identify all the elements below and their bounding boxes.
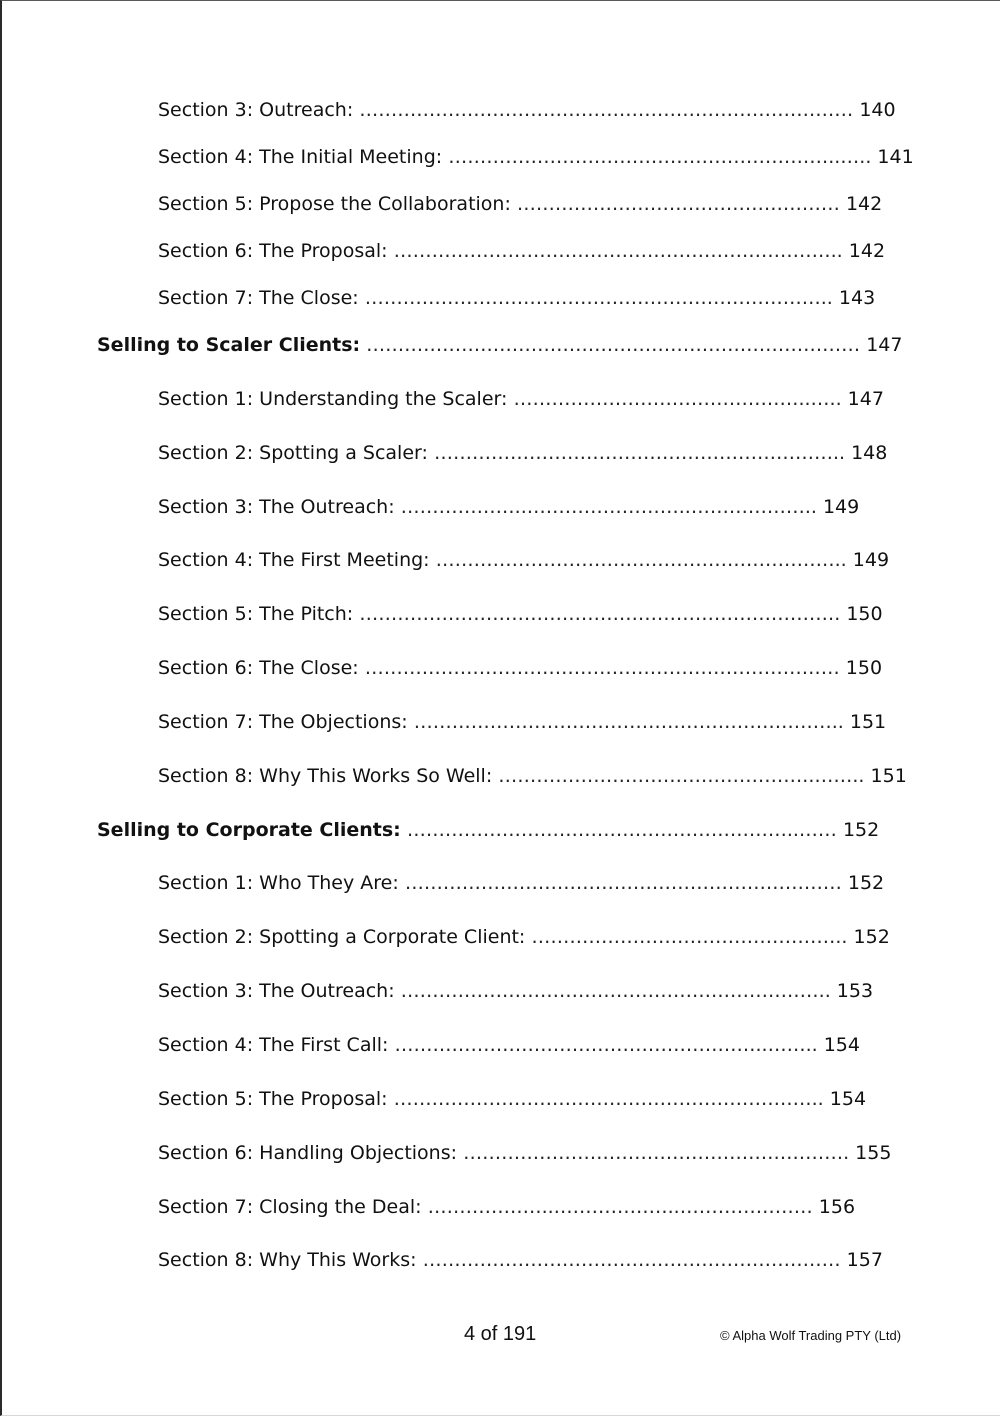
toc-entry-label: Section 4: The First Call: — [158, 1034, 389, 1056]
toc-entry[interactable] — [158, 548, 889, 572]
toc-page-number: 152 — [847, 872, 885, 894]
toc-entry-label: Section 2: Spotting a Scaler: — [158, 442, 428, 464]
toc-entry-label: Section 7: Closing the Deal: — [158, 1196, 422, 1218]
toc-entry[interactable] — [158, 710, 886, 734]
toc-leader-dots: ………………………………………………………….. — [413, 711, 844, 733]
toc-leader-dots: ……………………………………………………..…… — [406, 819, 837, 841]
toc-page-number: 142 — [848, 240, 886, 262]
toc-page-number: 147 — [847, 388, 884, 410]
toc-entry-label: Section 7: The Objections: — [158, 711, 408, 733]
page-indicator: 4 of 191 — [464, 1323, 537, 1345]
toc-leader-dots: ………………………………………………………….. — [393, 1088, 824, 1110]
toc-entry-label: Section 3: The Outreach: — [158, 980, 395, 1002]
toc-entry-label: Section 6: The Proposal: — [158, 240, 388, 262]
toc-entry[interactable] — [158, 1087, 866, 1111]
toc-entry[interactable] — [158, 239, 885, 263]
toc-entry[interactable] — [158, 145, 914, 169]
toc-page-number: 156 — [818, 1196, 856, 1218]
toc-leader-dots: …………………………………………………………… — [404, 872, 842, 894]
toc-page-number: 153 — [836, 980, 874, 1002]
toc-leader-dots: ………………………………………………………… — [422, 1249, 841, 1271]
toc-entry[interactable] — [158, 192, 882, 216]
toc-chapter-label: Selling to Scaler Clients: — [97, 334, 361, 356]
toc-entry-label: Section 5: The Proposal: — [158, 1088, 388, 1110]
toc-entry-label: Section 6: The Close: — [158, 657, 359, 679]
toc-page-number: 151 — [849, 711, 887, 733]
toc-entry[interactable] — [158, 441, 887, 465]
toc-page-number: 154 — [823, 1034, 860, 1056]
toc-page-number: 157 — [846, 1249, 883, 1271]
toc-entry-label: Section 4: The Initial Meeting: — [158, 146, 443, 168]
toc-entry-label: Section 1: Understanding the Scaler: — [158, 388, 508, 410]
toc-leader-dots: …………………………………………………………………… — [366, 334, 861, 356]
toc-entry[interactable] — [158, 925, 890, 949]
toc-leader-dots: ………………………………………..….. — [513, 388, 842, 410]
toc-page-number: 147 — [866, 334, 903, 356]
toc-entry-label: Section 4: The First Meeting: — [158, 549, 430, 571]
toc-chapter-entry[interactable] — [97, 333, 902, 357]
toc-entry-label: Section 5: The Pitch: — [158, 603, 354, 625]
toc-chapter-entry[interactable] — [97, 818, 879, 842]
toc-page-number: 150 — [845, 657, 883, 679]
toc-entry[interactable] — [158, 602, 883, 626]
toc-leader-dots: ……………………………………………………. — [463, 1142, 850, 1164]
toc-entry[interactable] — [158, 98, 896, 122]
toc-leader-dots: ……………………………………………………….. — [435, 549, 847, 571]
toc-entry[interactable] — [158, 656, 882, 680]
toc-page-number: 150 — [846, 603, 883, 625]
toc-entry[interactable] — [158, 286, 875, 310]
toc-page-number: 141 — [877, 146, 914, 168]
toc-leader-dots: …………………………………………… — [516, 193, 840, 215]
toc-page-number: 142 — [845, 193, 883, 215]
toc-page-number: 149 — [852, 549, 890, 571]
toc-entry-label: Section 3: Outreach: — [158, 99, 354, 121]
toc-entry[interactable] — [158, 1141, 891, 1165]
toc-entry-label: Section 6: Handling Objections: — [158, 1142, 458, 1164]
copyright-notice: © Alpha Wolf Trading PTY (Ltd) — [720, 1328, 902, 1343]
toc-leader-dots: …………………………………………..…….. — [498, 765, 865, 787]
toc-entry-label: Section 8: Why This Works: — [158, 1249, 417, 1271]
toc-leader-dots: ………………..………………..………………… — [427, 1196, 813, 1218]
toc-page-number: 148 — [851, 442, 888, 464]
toc-page-number: 152 — [853, 926, 890, 948]
toc-entry[interactable] — [158, 871, 884, 895]
toc-entry-label: Section 7: The Close: — [158, 287, 359, 309]
toc-page-number: 154 — [829, 1088, 867, 1110]
toc-chapter-label: Selling to Corporate Clients: — [97, 819, 401, 841]
toc-entry[interactable] — [158, 979, 873, 1003]
toc-entry-label: Section 1: Who They Are: — [158, 872, 399, 894]
toc-entry[interactable] — [158, 764, 907, 788]
toc-entry-label: Section 8: Why This Works So Well: — [158, 765, 493, 787]
toc-entry[interactable] — [158, 495, 859, 519]
toc-leader-dots: ……………………………………………………….. — [433, 442, 846, 464]
toc-leader-dots: ………………..……………………..……………….. — [400, 496, 817, 518]
toc-page-number: 149 — [822, 496, 860, 518]
toc-page-number: 155 — [855, 1142, 892, 1164]
toc-entry[interactable] — [158, 1195, 855, 1219]
toc-leader-dots: ………………………………………………………….. — [400, 980, 831, 1002]
toc-leader-dots: …………………………………………………..…….. — [394, 1034, 818, 1056]
toc-leader-dots: ………………………………………………………………… — [364, 657, 840, 679]
toc-leader-dots: …………………………………………………………………. — [359, 603, 841, 625]
toc-entry-label: Section 2: Spotting a Corporate Client: — [158, 926, 526, 948]
toc-entry-label: Section 5: Propose the Collaboration: — [158, 193, 511, 215]
toc-leader-dots: …………………………………………………………….. — [393, 240, 843, 262]
toc-page-number: 152 — [842, 819, 880, 841]
toc-page-number: 143 — [838, 287, 876, 309]
toc-page-number: 151 — [870, 765, 907, 787]
toc-leader-dots: ……………………………………………………………….. — [364, 287, 833, 309]
toc-entry[interactable] — [158, 1033, 860, 1057]
toc-entry-label: Section 3: The Outreach: — [158, 496, 395, 518]
toc-page-number: 140 — [859, 99, 896, 121]
toc-entry[interactable] — [158, 1248, 883, 1272]
toc-leader-dots: …………………………………………………………………… — [359, 99, 854, 121]
toc-leader-dots: ………………………………………….. — [531, 926, 848, 948]
toc-leader-dots: ……………………………………………………..….. — [448, 146, 872, 168]
toc-entry[interactable] — [158, 387, 884, 411]
